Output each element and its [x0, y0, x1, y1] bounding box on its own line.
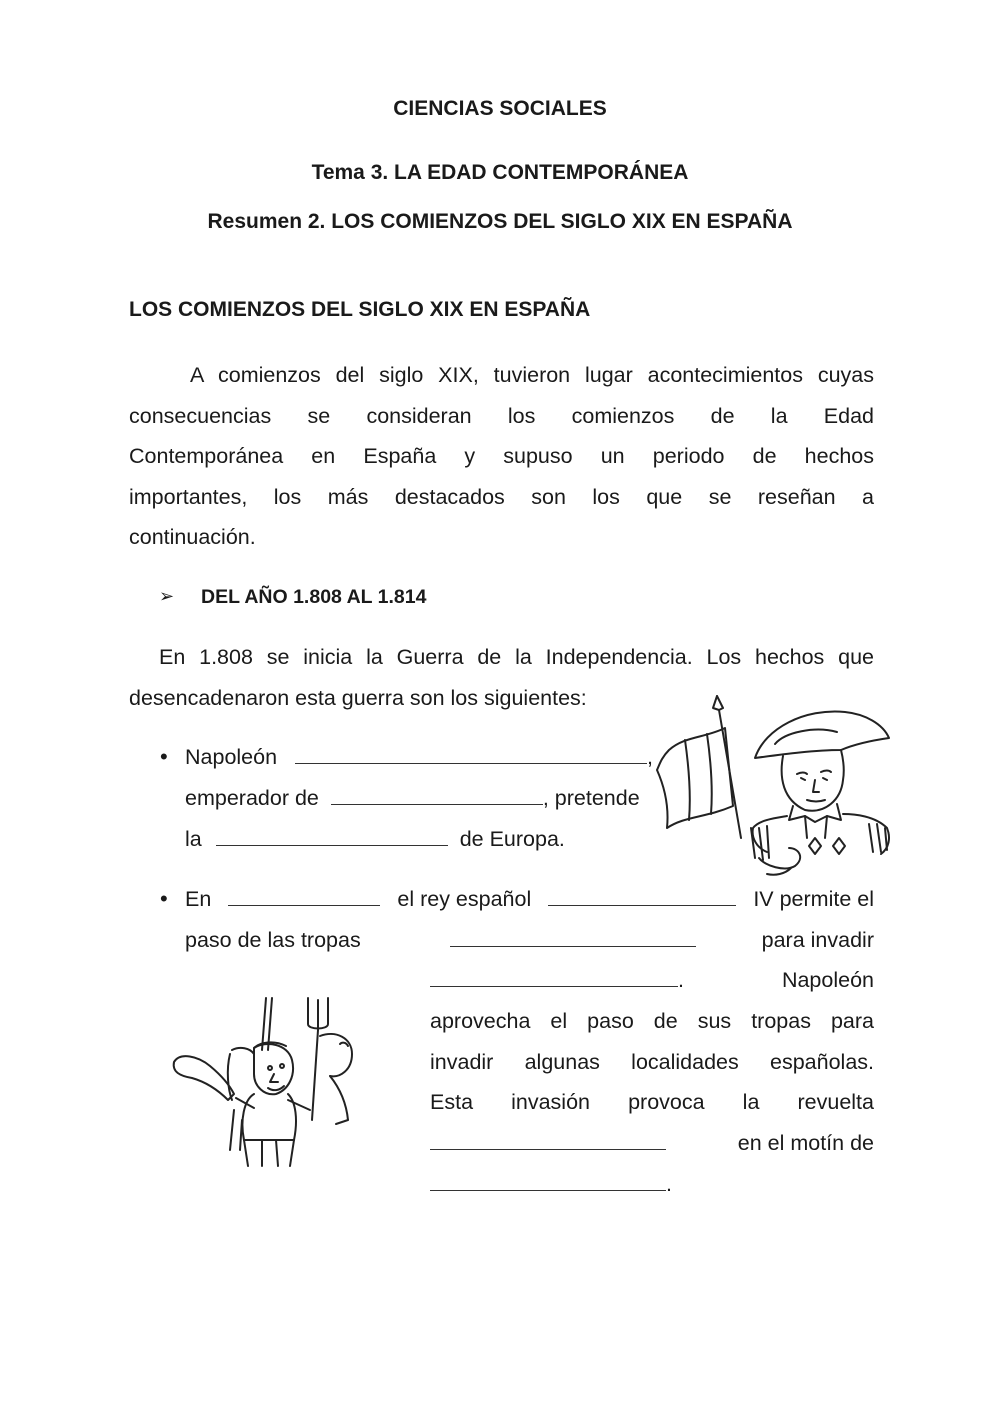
blank-motin-place[interactable] — [430, 1189, 666, 1191]
item2-text-paso: paso de las tropas — [185, 928, 361, 952]
napoleon-drawing-icon — [655, 688, 895, 880]
rioters-drawing-icon — [170, 990, 375, 1170]
bullet-icon: • — [160, 744, 168, 769]
section-title: LOS COMIENZOS DEL SIGLO XIX EN ESPAÑA — [129, 298, 591, 321]
item2-line-1 — [185, 879, 874, 920]
document-subject: CIENCIAS SOCIALES — [393, 97, 607, 120]
blank-napoleon-name[interactable] — [295, 762, 647, 764]
item2-line-5: invadir algunas localidades españolas. — [430, 1049, 874, 1074]
arrow-bullet-icon: ➢ — [159, 586, 175, 606]
blank-invaded-country[interactable] — [430, 985, 678, 987]
item2-text-en: En — [185, 887, 212, 911]
intro-paragraph — [129, 355, 874, 558]
intro-line-3: Contemporánea en España y supuso un periodo de hechos — [129, 444, 874, 469]
item2-line-2 — [185, 920, 874, 961]
item2-line-7 — [430, 1123, 874, 1164]
item2-text-motin: en el motín de — [737, 1131, 874, 1155]
item2-text-napoleon: Napoleón — [781, 968, 874, 992]
blank-revolt-type[interactable] — [430, 1148, 666, 1150]
blank-troops[interactable] — [450, 945, 696, 947]
subsection-line-1: En 1.808 se inicia la Guerra de la Independencia. Los hechos que — [159, 645, 874, 669]
item2-line-4: aprovecha el paso de sus tropas para — [430, 1009, 874, 1033]
item2-line-8 — [430, 1164, 672, 1205]
item1-text-emperador: emperador de — [185, 786, 319, 810]
item1-line-1 — [185, 737, 653, 778]
item2-dot: . — [678, 968, 684, 992]
summary-title: Resumen 2. LOS COMIENZOS DEL SIGLO XIX EN ESPAÑA — [207, 210, 793, 233]
subsection-line-2: desencadenaron esta guerra son los siguientes: — [129, 685, 587, 710]
intro-line-2: consecuencias se consideran los comienzos de la Edad — [129, 403, 874, 428]
intro-line-4: importantes, los más destacados son los que se reseñan a — [129, 484, 874, 509]
blank-country[interactable] — [331, 803, 543, 805]
blank-year[interactable] — [228, 904, 380, 906]
bullet-icon: • — [160, 886, 168, 911]
intro-line-5: continuación. — [129, 525, 256, 550]
item1-text-europa: de Europa. — [459, 827, 565, 851]
item2-line-6: Esta invasión provoca la revuelta — [430, 1090, 874, 1115]
item2-line-3 — [430, 960, 874, 1001]
item1-line-2 — [185, 778, 640, 819]
item2-text-invadir: para invadir — [761, 928, 874, 952]
item1-comma: , — [647, 745, 654, 769]
blank-goal[interactable] — [216, 844, 448, 846]
subsection-title: DEL AÑO 1.808 AL 1.814 — [201, 586, 427, 608]
item2-text-permite: IV permite el — [753, 887, 874, 911]
item1-text-pretende: , pretende — [542, 786, 640, 810]
item1-line-3 — [185, 819, 565, 860]
item1-text-napoleon: Napoleón — [185, 745, 278, 769]
intro-line-1: A comienzos del siglo XIX, tuvieron lugar acontecimientos cuyas — [190, 363, 874, 387]
item1-text-la: la — [185, 827, 202, 851]
item2-block — [430, 1001, 874, 1123]
blank-king-name[interactable] — [548, 904, 736, 906]
item2-final-dot: . — [666, 1172, 672, 1196]
item2-text-rey: el rey español — [397, 887, 532, 911]
topic-title: Tema 3. LA EDAD CONTEMPORÁNEA — [311, 161, 689, 184]
